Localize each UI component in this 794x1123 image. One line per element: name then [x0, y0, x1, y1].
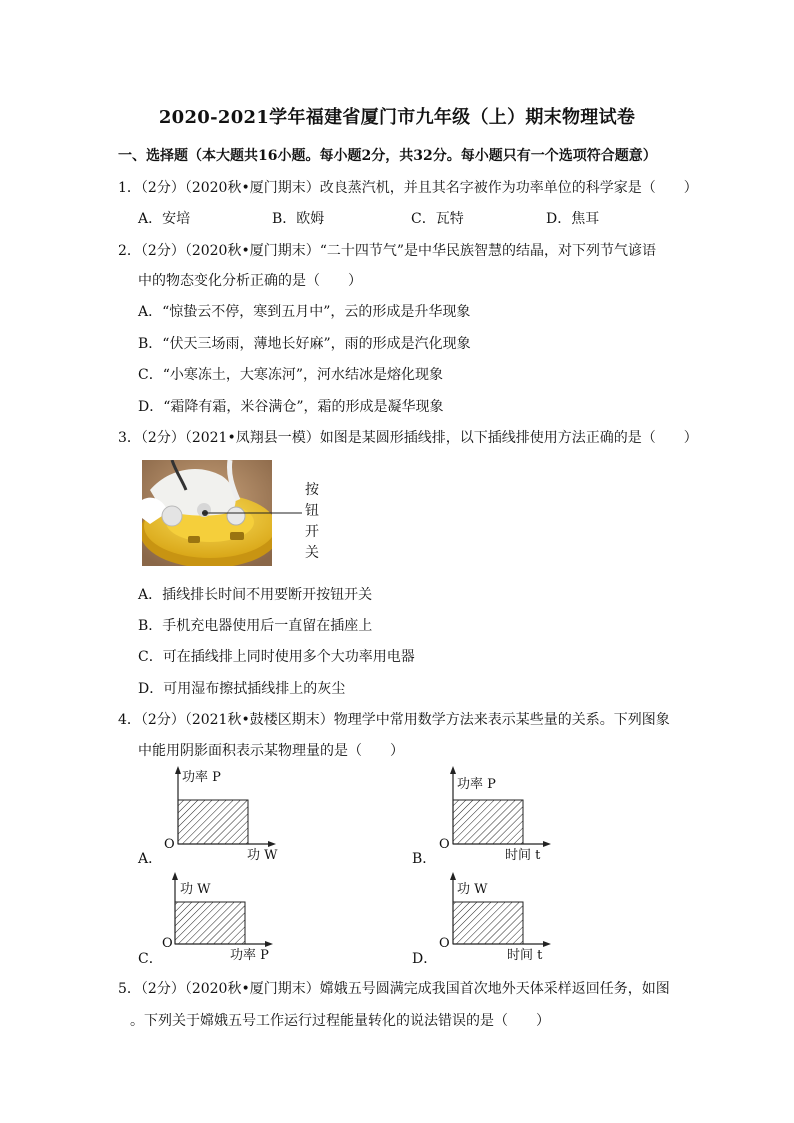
question-3-stem: 3．（2分）（2021•凤翔县一模）如图是某圆形插线排，以下插线排使用方法正确的是（ ） [118, 430, 698, 446]
question-4-stem-line-1: 4．（2分）（2021秋•鼓楼区期末）物理学中常用数学方法来表示某些量的关系。下列图象 [118, 712, 670, 728]
question-3-option-d: D．可用湿布擦拭插线排上的灰尘 [138, 681, 346, 697]
question-3-option-a: A．插线排长时间不用要断开按钮开关 [138, 587, 373, 603]
graph-d-x-axis-label: 时间 t [507, 948, 543, 963]
question-2-option-c: C．“小寒冻土，大寒冻河”，河水结冰是熔化现象 [138, 367, 444, 383]
graph-b-origin-label: O [439, 837, 450, 852]
graph-b-y-axis-label: 功率 P [457, 777, 496, 792]
section-heading: 一、选择题（本大题共16小题。每小题2分，共32分。每小题只有一个选项符合题意） [118, 148, 657, 164]
question-1-option-c: C．瓦特 [411, 211, 464, 227]
button-switch-label-char: 钮 [305, 503, 319, 519]
graph-c-origin-label: O [162, 936, 173, 951]
graph-d-origin-label: O [439, 936, 450, 951]
question-5-stem-line-1: 5．（2分）（2020秋•厦门期末）嫦娥五号圆满完成我国首次地外天体采样返回任务，如图 [118, 981, 670, 997]
question-1-option-a: A．安培 [138, 211, 191, 227]
button-switch-label-char: 按 [305, 482, 319, 498]
question-2-option-a: A．“惊蛰云不停，寒到五月中”，云的形成是升华现象 [138, 304, 471, 320]
graph-c-y-axis-label: 功 W [180, 882, 211, 897]
graph-a-x-axis-label: 功 W [247, 848, 278, 863]
question-3-option-c: C．可在插线排上同时使用多个大功率用电器 [138, 649, 415, 665]
question-2-stem-line-1: 2．（2分）（2020秋•厦门期末）“二十四节气”是中华民族智慧的结晶，对下列节气谚语 [118, 243, 657, 259]
question-1-option-b: B．欧姆 [272, 211, 325, 227]
button-switch-label-char: 开 [305, 524, 319, 540]
question-1-stem: 1．（2分）（2020秋•厦门期末）改良蒸汽机，并且其名字被作为功率单位的科学家是（ ） [118, 180, 698, 196]
graph-d-y-axis-label: 功 W [457, 882, 488, 897]
question-2-stem-line-2: 中的物态变化分析正确的是（ ） [138, 273, 362, 289]
button-switch-label-char: 关 [305, 545, 319, 561]
graph-d-option-letter: D． [412, 951, 438, 967]
question-5-stem-line-2: 。下列关于嫦娥五号工作运行过程能量转化的说法错误的是（ ） [130, 1013, 550, 1029]
page-title: 2020-2021学年福建省厦门市九年级（上）期末物理试卷 [158, 107, 636, 128]
graph-c-x-axis-label: 功率 P [230, 948, 269, 963]
graph-a-origin-label: O [164, 837, 175, 852]
graph-b-option-letter: B． [412, 851, 437, 867]
graph-a-y-axis-label: 功率 P [182, 770, 221, 785]
question-4-stem-line-2: 中能用阴影面积表示某物理量的是（ ） [138, 743, 404, 759]
question-3-option-b: B．手机充电器使用后一直留在插座上 [138, 618, 373, 634]
question-1-option-d: D．焦耳 [546, 211, 600, 227]
button-switch-pointer-line [200, 508, 304, 518]
graph-c-option-letter: C． [138, 951, 163, 967]
graph-a-option-letter: A． [138, 851, 163, 867]
graph-b-x-axis-label: 时间 t [505, 848, 541, 863]
button-switch-label [304, 480, 320, 564]
question-2-option-d: D．“霜降有霜，米谷满仓”，霜的形成是凝华现象 [138, 399, 444, 415]
question-2-option-b: B．“伏天三场雨，薄地长好麻”，雨的形成是汽化现象 [138, 336, 471, 352]
